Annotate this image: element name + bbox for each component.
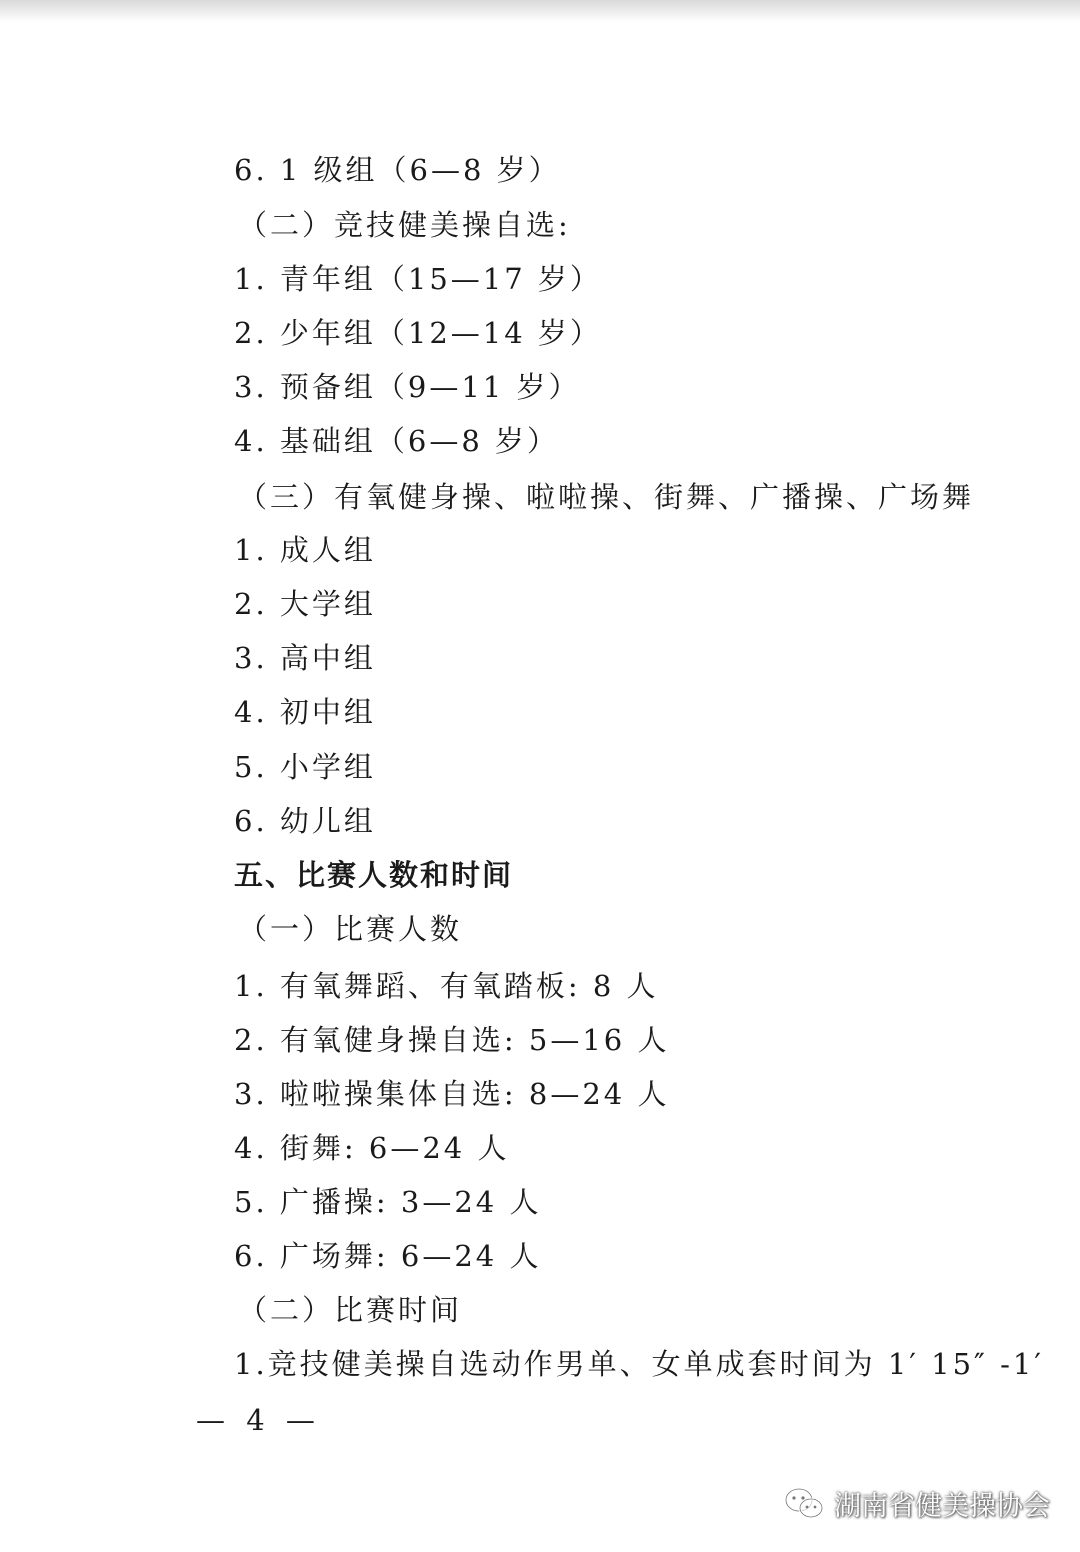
line-university-group: 2. 大学组 xyxy=(234,587,376,621)
line-aerobic-dance: 1. 有氧舞蹈、有氧踏板: 8 人 xyxy=(234,969,659,1003)
line-section-time: （二）比赛时间 xyxy=(238,1293,463,1327)
line-section-competitive: （二）竞技健美操自选: xyxy=(238,208,571,242)
line-primary-group: 5. 小学组 xyxy=(234,750,376,784)
line-broadcast-exercise: 5. 广播操: 3—24 人 xyxy=(234,1185,542,1219)
line-adult-group: 1. 成人组 xyxy=(234,533,376,567)
section-heading-5: 五、比赛人数和时间 xyxy=(234,858,514,892)
wechat-icon xyxy=(784,1487,824,1521)
line-middleschool-group: 4. 初中组 xyxy=(234,695,376,729)
line-youth-group: 1. 青年组（15—17 岁） xyxy=(234,262,602,296)
line-aerobic-free: 2. 有氧健身操自选: 5—16 人 xyxy=(234,1023,670,1057)
line-1-level-group: 6. 1 级组（6—8 岁） xyxy=(234,153,561,187)
line-highschool-group: 3. 高中组 xyxy=(234,641,376,675)
scan-edge-shadow xyxy=(0,0,1080,22)
line-kindergarten-group: 6. 幼儿组 xyxy=(234,804,376,838)
line-competition-time: 1.竞技健美操自选动作男单、女单成套时间为 1′ 15″ -1′ xyxy=(234,1347,1044,1381)
line-junior-group: 2. 少年组（12—14 岁） xyxy=(234,316,602,350)
line-foundation-group: 4. 基础组（6—8 岁） xyxy=(234,424,560,458)
line-section-aerobics: （三）有氧健身操、啦啦操、街舞、广播操、广场舞 xyxy=(238,480,975,514)
watermark-text: 湖南省健美操协会 xyxy=(834,1491,1050,1522)
watermark xyxy=(784,1484,1050,1523)
page-number: — 4 — xyxy=(196,1403,321,1437)
line-cheerleading: 3. 啦啦操集体自选: 8—24 人 xyxy=(234,1077,670,1111)
line-street-dance: 4. 街舞: 6—24 人 xyxy=(234,1131,510,1165)
line-section-participants: （一）比赛人数 xyxy=(238,912,463,946)
line-square-dance: 6. 广场舞: 6—24 人 xyxy=(234,1239,542,1273)
line-preparatory-group: 3. 预备组（9—11 岁） xyxy=(234,370,581,404)
